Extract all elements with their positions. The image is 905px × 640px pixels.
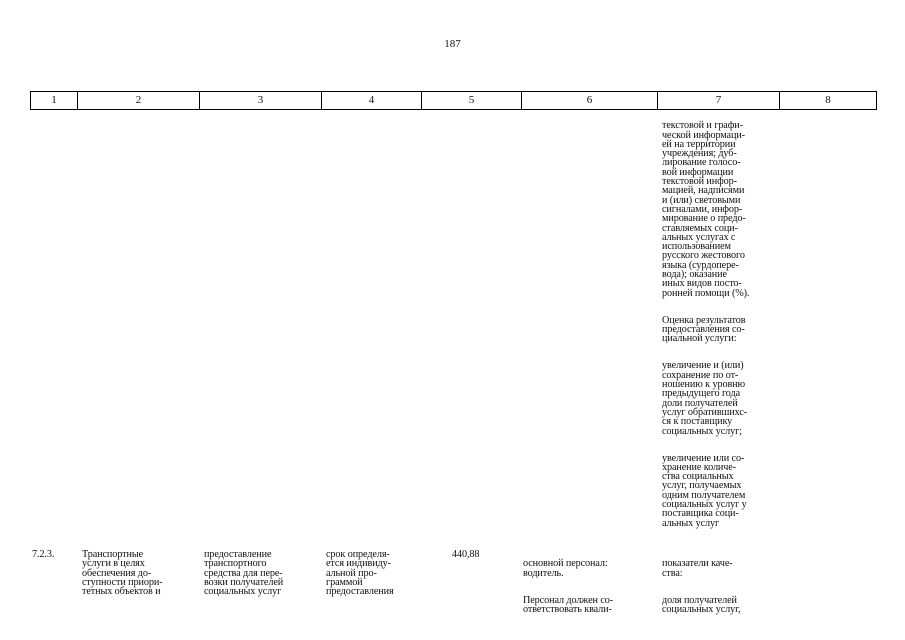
column-header-8: 8 — [779, 92, 876, 109]
row-number-7-2-3: 7.2.3. — [32, 549, 55, 560]
col7-paragraph-evaluation: Оценка результатов предоставления со- циальной услуги: — [662, 314, 746, 345]
col7-paragraph-accessibility: текстовой и графи- ческой информаци- ей на территории учреждения; дуб- лирование голосо- вой информации текстовой инфор- мацией, надписями и (или) световыми сигналами, инфор- мирование о предо- ставляемых соци- альных услугах с использованием русского жестового языка (сурдопере- вода); оказание иных видов посто- ронней помощи (%). — [662, 120, 750, 299]
column-header-4: 4 — [321, 92, 421, 109]
col7-paragraph-services-increase: увеличение или со- хранение количе- ства социальных услуг, получаемых одним получателем социальных услуг у поставщика соци- альных услуг — [662, 452, 747, 529]
col6-paragraph-staff: основной персонал: водитель. — [523, 558, 608, 579]
column-header-7: 7 — [657, 92, 779, 109]
column-header-5: 5 — [421, 92, 521, 109]
column-header-6: 6 — [521, 92, 657, 109]
column-header-3: 3 — [199, 92, 321, 109]
col6-paragraph-qualification: Персонал должен со- ответствовать квали- — [523, 594, 614, 615]
col7-paragraph-share: доля получателей социальных услуг, — [662, 594, 741, 615]
col7-paragraph-quality: показатели каче- ства: — [662, 558, 733, 579]
quality-indicators-cell — [662, 550, 782, 632]
col7-paragraph-share-increase: увеличение и (или) сохранение по от- ношению к уровню предыдущего года доли получателей услуг обратившихс- ся к поставщику социальных услуг; — [662, 360, 748, 437]
service-description-cell: предоставление транспортного средства для пере- возки получателей социальных услуг — [204, 549, 284, 598]
table-header-row — [30, 91, 877, 110]
staff-requirements-cell — [523, 550, 657, 632]
service-term-cell: срок определя- ется индивиду- альной про- граммой предоставления — [326, 549, 394, 598]
service-tariff-cell: 440,88 — [452, 549, 480, 560]
column-header-1: 1 — [51, 94, 57, 106]
column-header-2: 2 — [77, 92, 199, 109]
page-number: 187 — [444, 38, 461, 50]
service-name-cell: Транспортные услуги в целях обеспечения до- ступности приори- тетных объектов и — [82, 549, 163, 598]
column-7-continuation-cell — [662, 112, 782, 546]
